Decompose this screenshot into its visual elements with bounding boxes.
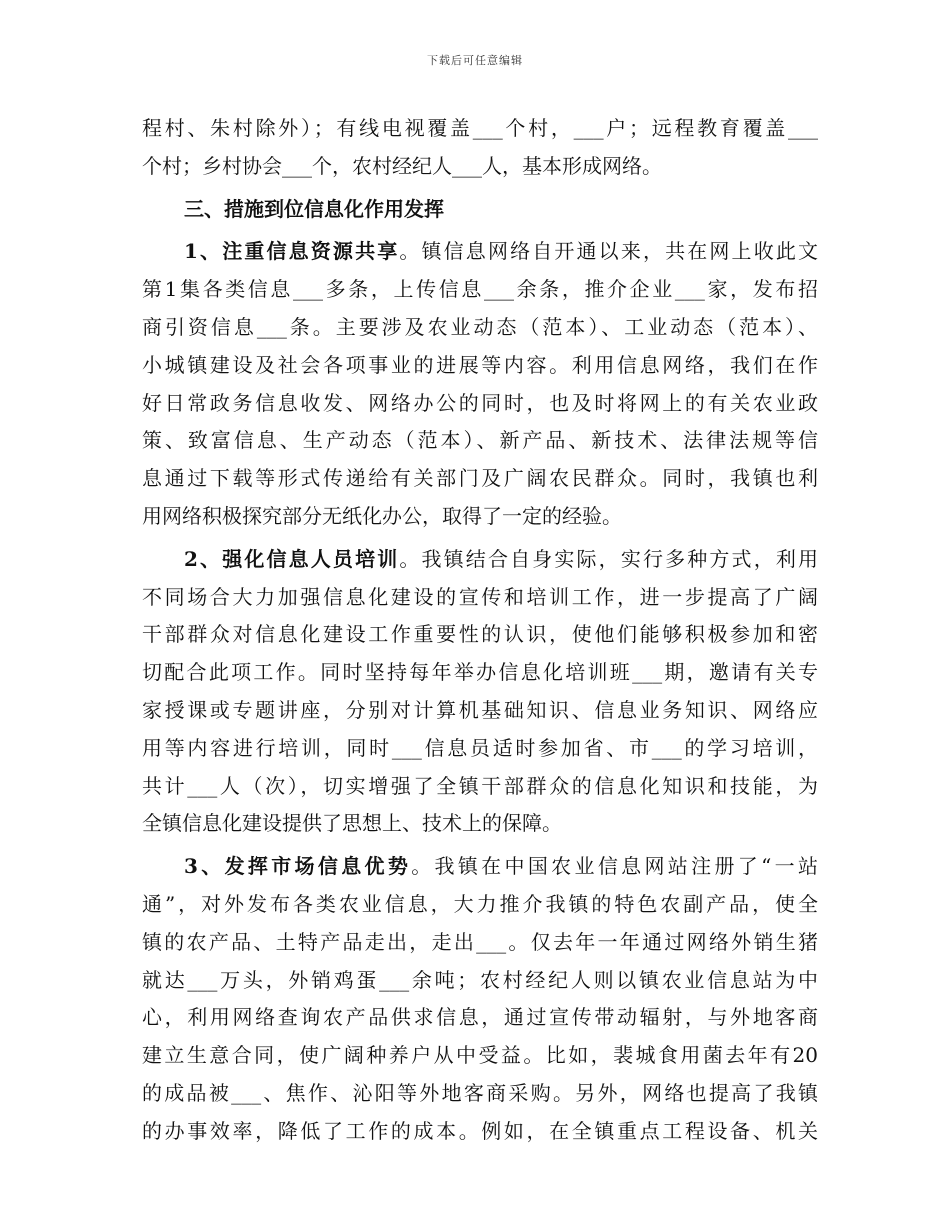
text-line: 第1集各类信息___多条，上传信息___余条，推介企业___家，发布招 <box>142 277 818 302</box>
text-line: 不同场合大力加强信息化建设的宣传和培训工作，进一步提高了广阔 <box>142 584 818 609</box>
paragraph-lead: 3、发挥市场信息优势 <box>184 854 412 879</box>
paragraph-lead: 2、强化信息人员培训 <box>184 546 400 571</box>
document-body <box>142 110 818 1151</box>
text-line: 息通过下载等形式传递给有关部门及广阔农民群众。同时，我镇也利 <box>142 466 818 491</box>
text-line: 通”，对外发布各类农业信息，大力推介我镇的特色农副产品，使全 <box>142 891 818 916</box>
text-line: 干部群众对信息化建设工作重要性的认识，使他们能够积极参加和密 <box>142 622 818 647</box>
text-line: 家授课或专题讲座，分别对计算机基础知识、信息业务知识、网络应 <box>142 697 818 722</box>
text-line: 心，利用网络查询农产品供求信息，通过宣传带动辐射，与外地客商 <box>142 1005 818 1030</box>
text-line: 建立生意合同，使广阔种养户从中受益。比如，裴城食用菌去年有20 <box>142 1043 818 1068</box>
text-line: 个村；乡村协会___个，农村经纪人___人，基本形成网络。 <box>142 153 662 178</box>
text-line: 好日常政务信息收发、网络办公的同时，也及时将网上的有关农业政 <box>142 390 818 415</box>
text-line: 镇的农产品、土特产品走出，走出___。仅去年一年通过网络外销生猪 <box>142 929 818 954</box>
text-line: 商引资信息___条。主要涉及农业动态（范本）、工业动态（范本）、 <box>142 314 818 339</box>
text-line: 用等内容进行培训，同时___信息员适时参加省、市___的学习培训， <box>142 735 818 760</box>
paragraph-first-line: 3、发挥市场信息优势。我镇在中国农业信息网站注册了“一站 <box>184 854 818 879</box>
text-line: 的办事效率，降低了工作的成本。例如，在全镇重点工程设备、机关 <box>142 1118 818 1143</box>
page-header: 下载后可任意编辑 <box>427 54 523 67</box>
text-line: 的成品被___、焦作、沁阳等外地客商采购。另外，网络也提高了我镇 <box>142 1080 818 1105</box>
text-line: 就达___万头，外销鸡蛋___余吨；农村经纪人则以镇农业信息站为中 <box>142 967 818 992</box>
text-line: 程村、朱村除外）；有线电视覆盖___个村，___户；远程教育覆盖___ <box>142 116 818 140</box>
paragraph-first-line: 2、强化信息人员培训。我镇结合自身实际，实行多种方式，利用 <box>184 546 818 571</box>
section-heading: 三、措施到位信息化作用发挥 <box>184 196 444 221</box>
text-line: 策、致富信息、生产动态（范本）、新产品、新技术、法律法规等信 <box>142 428 818 453</box>
text-line: 用网络积极探究部分无纸化办公，取得了一定的经验。 <box>142 503 622 528</box>
text-line: 全镇信息化建设提供了思想上、技术上的保障。 <box>142 811 562 836</box>
text-line: 小城镇建设及社会各项事业的进展等内容。利用信息网络，我们在作 <box>142 352 818 377</box>
paragraph-lead: 1、注重信息资源共享 <box>184 239 400 264</box>
text-line: 切配合此项工作。同时坚持每年举办信息化培训班___期，邀请有关专 <box>142 660 818 685</box>
paragraph-first-line: 1、注重信息资源共享。镇信息网络自开通以来，共在网上收此文 <box>184 239 818 264</box>
text-line: 共计___人（次），切实增强了全镇干部群众的信息化知识和技能，为 <box>142 773 818 798</box>
